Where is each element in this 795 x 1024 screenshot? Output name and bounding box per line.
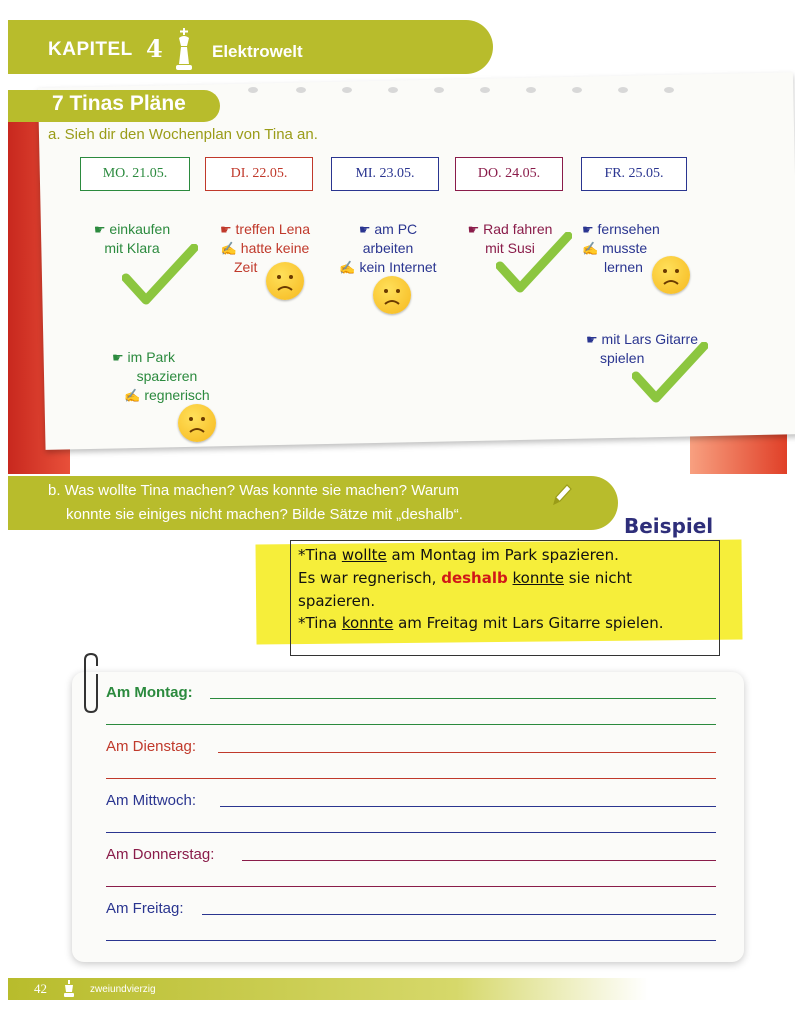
plan-friday: ☛ fernsehen ✍ musste lernen	[582, 221, 660, 275]
answer-line[interactable]	[106, 778, 716, 779]
pointing-hand-icon: ☛	[93, 222, 106, 237]
answer-line[interactable]	[106, 832, 716, 833]
chess-king-icon	[174, 28, 194, 72]
sad-face-icon	[652, 256, 690, 294]
binder-ring	[664, 87, 674, 93]
plan-monday-park: ☛ im Park spazieren ✍ regnerisch	[112, 349, 210, 403]
chess-king-icon	[62, 980, 76, 998]
plan-tuesday: ☛ treffen Lena ✍ hatte keine Zeit	[219, 221, 311, 275]
checkmark-icon	[122, 244, 198, 306]
pointing-hand-icon: ☛	[467, 222, 480, 237]
writing-hand-icon: ✍	[124, 388, 141, 403]
writing-hand-icon: ✍	[582, 241, 599, 256]
example-sentence: *Tina wollte am Montag im Park spazieren.	[298, 546, 619, 564]
day-label-monday: Am Montag:	[106, 684, 193, 701]
pointing-hand-icon: ☛	[358, 222, 371, 237]
checkmark-icon	[496, 232, 572, 294]
pointing-hand-icon: ☛	[112, 350, 124, 365]
example-sentence: Es war regnerisch, deshalb konnte sie nicht	[298, 569, 633, 587]
day-box-friday: FR. 25.05.	[581, 157, 687, 191]
example-label: Beispiel	[624, 514, 714, 538]
pencil-icon	[550, 482, 574, 508]
paper-clip-icon	[80, 652, 102, 714]
task-b-instruction: b. Was wollte Tina machen? Was konnte sie machen? Warum	[48, 482, 460, 499]
binder-ring	[526, 87, 536, 93]
answer-line[interactable]	[202, 914, 716, 915]
answer-line[interactable]	[210, 698, 716, 699]
day-label-tuesday: Am Dienstag:	[106, 738, 197, 755]
pointing-hand-icon: ☛	[582, 222, 594, 237]
answer-line[interactable]	[218, 752, 716, 753]
checkmark-icon	[632, 342, 708, 404]
plan-friday-guitar: ☛ mit Lars Gitarre spielen	[585, 331, 698, 366]
chapter-label: KAPITEL	[48, 39, 133, 60]
task-b-instruction: konnte sie einiges nicht machen? Bilde Sätze mit „deshalb“.	[66, 506, 463, 523]
binder-ring	[480, 87, 490, 93]
day-label-wednesday: Am Mittwoch:	[106, 792, 197, 809]
day-label-thursday: Am Donnerstag:	[106, 846, 215, 863]
plan-wednesday: ☛ am PC arbeiten ✍ kein Internet	[339, 221, 437, 275]
answer-line[interactable]	[106, 724, 716, 725]
answer-line[interactable]	[106, 886, 716, 887]
example-sentence: *Tina konnte am Freitag mit Lars Gitarre spielen.	[298, 614, 664, 632]
answer-line[interactable]	[220, 806, 716, 807]
plan-monday: ☛ einkaufen mit Klara	[93, 221, 171, 256]
writing-hand-icon: ✍	[339, 260, 356, 275]
example-sentence: spazieren.	[298, 592, 376, 610]
binder-ring	[388, 87, 398, 93]
binder-ring	[572, 87, 582, 93]
day-label-friday: Am Freitag:	[106, 900, 184, 917]
day-box-wednesday: MI. 23.05.	[331, 157, 439, 191]
day-box-thursday: DO. 24.05.	[455, 157, 563, 191]
binder-ring	[618, 87, 628, 93]
answer-line[interactable]	[106, 940, 716, 941]
writing-card	[72, 672, 744, 962]
chapter-number: 4	[146, 34, 163, 63]
section-title: 7 Tinas Pläne	[52, 92, 186, 115]
sad-face-icon	[373, 276, 411, 314]
binder-ring	[248, 87, 258, 93]
plan-thursday: ☛ Rad fahren mit Susi	[467, 221, 553, 256]
binder-ring	[296, 87, 306, 93]
binder-ring	[342, 87, 352, 93]
pointing-hand-icon: ☛	[219, 222, 232, 237]
pointing-hand-icon: ☛	[585, 332, 598, 347]
day-box-monday: MO. 21.05.	[80, 157, 190, 191]
page-number-word: zweiundvierzig	[90, 984, 156, 995]
chapter-title: Elektrowelt	[212, 42, 303, 61]
sad-face-icon	[178, 404, 216, 442]
page-number: 42	[34, 981, 47, 996]
instruction-a: a. Sieh dir den Wochenplan von Tina an.	[48, 126, 318, 143]
answer-line[interactable]	[242, 860, 716, 861]
day-box-tuesday: DI. 22.05.	[205, 157, 313, 191]
sad-face-icon	[266, 262, 304, 300]
binder-ring	[434, 87, 444, 93]
writing-hand-icon: ✍	[220, 241, 237, 256]
